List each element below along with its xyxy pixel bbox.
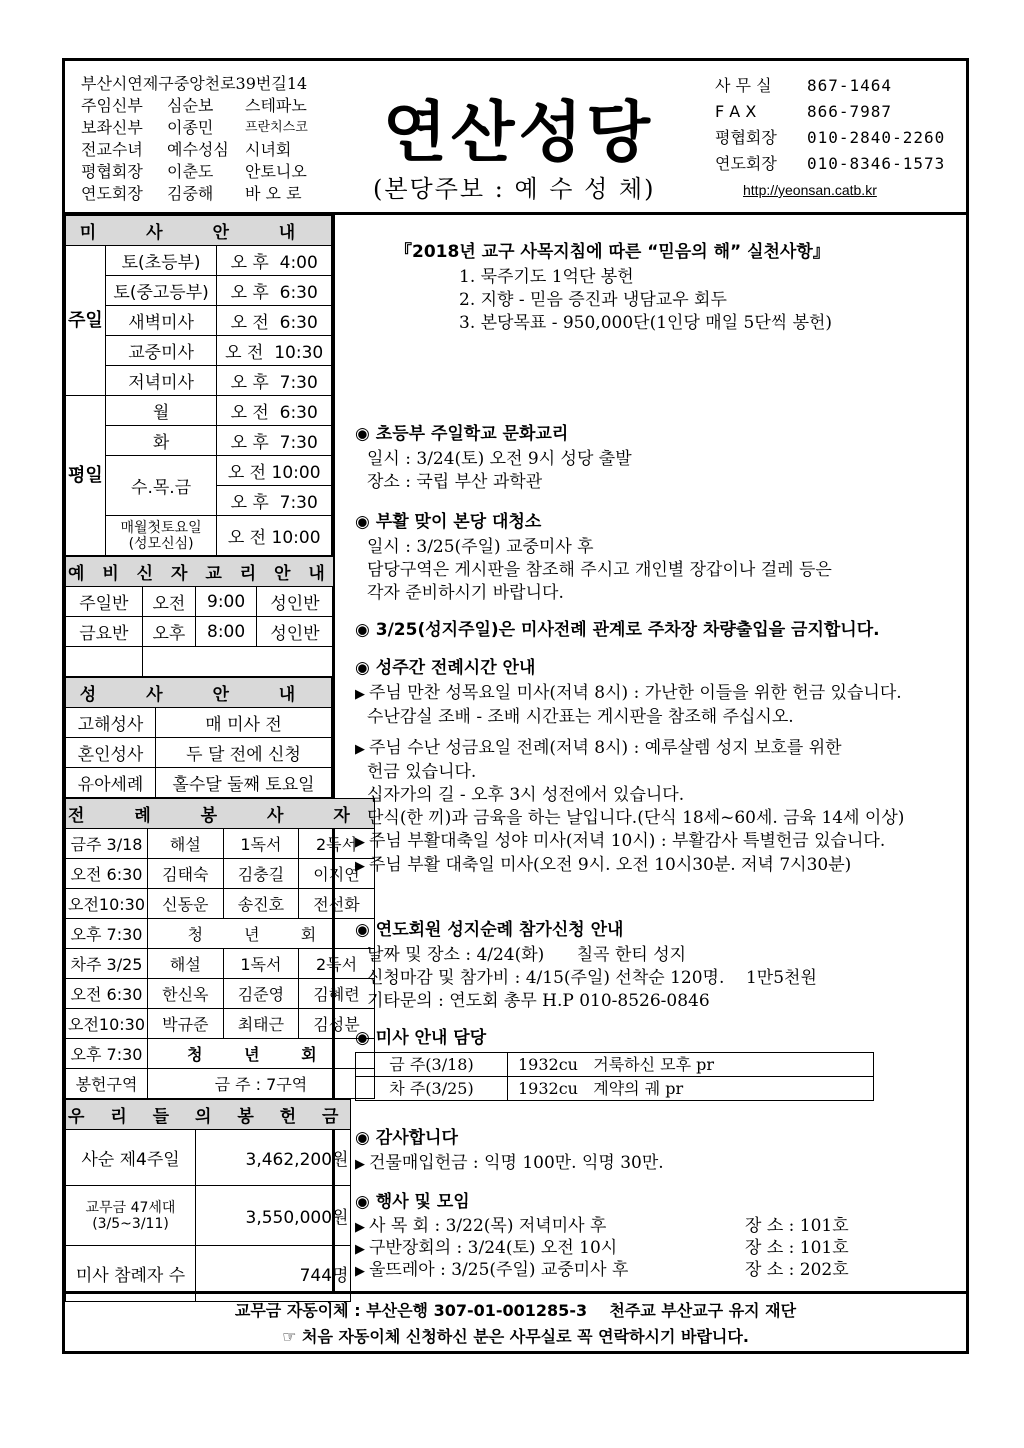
mass-table: 미 사 안 내 주일 토(초등부) 오 후 4:00 토(중고등부) 오 후 6:30 새벽미사 오 전 6:30 교중미사 오 전 10:30 저녁미사 오 후 7:30 평일 월 오 전 6:30 화 오 후 7:30 수.목.금 오 전 10:00 오 후 7:30 매월첫토요일 (성모신심) 오 전 10:00 [65,215,332,556]
offering-table: 우 리 들 의 봉 헌 금 사순 제4주일 3,462,200원 교무금 47세대 (3/5~3/11) 3,550,000원 미사 참례자 수 744명 [65,1099,351,1302]
catechumen-table: 예 비 신 자 교 리 안 내 주일반 오전 9:00 성인반 금요반 오후 8:00 성인반 [65,556,334,677]
bulletin-frame [62,58,969,1354]
mass-heading: 미 사 안 내 [66,216,332,246]
triangle-icon: ▶ [355,1220,365,1235]
footer [65,1291,966,1351]
staff-row: 평협회장 이춘도 안토니오 [81,162,307,181]
staff-list [81,73,308,205]
triangle-icon: ▶ [355,1157,365,1172]
faith-section: 『2018년 교구 사목지침에 따른 “믿음의 해” 실천사항』 1. 묵주기도 1억단 봉헌 2. 지향 - 믿음 증진과 냉담교우 회두 3. 본당목표 - 950,000단(1인당 매일 5단씩 봉헌) [395,242,833,333]
bullet-icon: ◉ [355,1192,370,1212]
footer-bank-info: 교무금 자동이체 : 부산은행 307-01-001285-3 천주교 부산교구 유지 재단 [234,1301,797,1320]
contact-row: 연도회장 010-8346-1573 [715,154,946,173]
contact-row: 사 무 실 867-1464 [715,76,893,95]
triangle-icon: ▶ [355,835,365,850]
contact-list [715,73,945,203]
notice-holy-week: ◉ 성주간 전례시간 안내 ▶ 주님 만찬 성목요일 미사(저녁 8시) : 가난한 이들을 위한 헌금 있습니다. 수난감실 조배 - 조배 시간표는 게시판을 참조해 주십시오. ▶ 주님 수난 성금요일 전례(저녁 8시) : 예루살렘 성지 보호를 위한 헌금 있습니다. 십자가의 길 - 오후 3시 성전에서 있습니다. 단식(한 끼)과 금육을 하는 날입니다.(단식 18세~60세. 금육 14세 이상) ▶ 주님 부활대축일 성야 미사(저녁 10시) : 부활감사 특별헌금 있습니다. ▶ 주님 부활 대축일 미사(오전 9시. 오전 10시30분. 저녁 7시30분) [355,658,905,875]
mass-guide-table: 금 주(3/18) 1932cu 거룩하신 모후 pr 차 주(3/25) 1932cu 계약의 궤 pr [355,1052,874,1101]
bullet-icon: ◉ [355,658,370,678]
notice-thanks: ◉ 감사합니다 ▶ 건물매입헌금 : 익명 100만. 익명 30만. [355,1128,664,1173]
triangle-icon: ▶ [355,859,365,874]
staff-row: 주임신부 심순보 스테파노 [81,96,307,115]
bullet-icon: ◉ [355,920,370,940]
sacrament-table: 성 사 안 내 고해성사 매 미사 전 혼인성사 두 달 전에 신청 유아세례 홀수달 둘째 토요일 [65,677,332,798]
page-subtitle: (본당주보 : 예 수 성 체) [373,175,656,203]
header [65,61,966,215]
weekday-label: 평일 [66,396,106,556]
triangle-icon: ▶ [355,1242,365,1257]
left-column [65,215,372,1291]
triangle-icon: ▶ [355,742,365,757]
staff-row: 보좌신부 이종민 프란치스코 [81,118,308,137]
notice-pilgrimage: ◉ 연도회원 성지순례 참가신청 안내 날짜 및 장소 : 4/24(화) 칠곡 한티 성지 신청마감 및 참가비 : 4/15(주일) 선착순 120명. 1만5천원 기타문의 : 연도회 총무 H.P 010-8526-0846 [355,920,817,1011]
address: 부산시연제구중앙천로39번길14 [81,74,308,93]
notices-column [335,215,966,1291]
bullet-icon: ◉ [355,1028,370,1048]
sunday-label: 주일 [66,246,106,396]
triangle-icon: ▶ [355,1264,365,1279]
staff-row: 연도회장 김중해 바 오 로 [81,184,302,203]
contact-row: 평협회장 010-2840-2260 [715,128,946,147]
website-link[interactable]: http://yeonsan.catb.kr [743,182,877,198]
staff-row: 전교수녀 예수성심 시녀회 [81,140,292,159]
notice-mass-guide: ◉ 미사 안내 담당 금 주(3/18) 1932cu 거룩하신 모후 pr 차 주(3/25) 1932cu 계약의 궤 pr [355,1027,874,1101]
bullet-icon: ◉ [355,620,370,640]
notice-cleaning: ◉ 부활 맞이 본당 대청소 일시 : 3/25(주일) 교중미사 후 담당구역은 게시판을 참조해 주시고 개인별 장갑이나 걸레 등은 각자 준비하시기 바랍니다. [355,512,832,603]
triangle-icon: ▶ [355,687,365,702]
notice-parking: ◉ 3/25(성지주일)은 미사전례 관계로 주차장 차량출입을 금지합니다. [355,620,880,640]
bullet-icon: ◉ [355,424,370,444]
notice-events: ◉ 행사 및 모임 ▶ 사 목 회 : 3/22(목) 저녁미사 후 장 소 : 101호 ▶ 구반장회의 : 3/24(토) 오전 10시 장 소 : 101호 ▶ 울뜨레아 : 3/25(주일) 교중미사 후 장 소 : 202호 [355,1192,849,1280]
page-title: 연산성당 [383,94,655,171]
footer-contact-note: ☞ 처음 자동이체 신청하신 분은 사무실로 꼭 연락하시기 바랍니다. [282,1327,749,1346]
service-table: 전 례 봉 사 자 금주 3/18 해설 1독서 2독서 오전 6:30 김태숙 김충길 이지연 오전10:30 신동운 송진호 전선화 오후 7:30 청 년 회 차주 3/25 해설 1독서 2독서 오전 6:30 한신옥 김준영 김혜련 오전10:30 박규준 최태근 김성분 오후 7:30 청 년 회 봉헌구역 금 주 : 7구역 [65,798,375,1099]
contact-row: F A X 866-7987 [715,102,893,121]
notice-sunday-school: ◉ 초등부 주일학교 문화교리 일시 : 3/24(토) 오전 9시 성당 출발 장소 : 국립 부산 과학관 [355,424,632,492]
bullet-icon: ◉ [355,1128,370,1148]
bullet-icon: ◉ [355,512,370,532]
